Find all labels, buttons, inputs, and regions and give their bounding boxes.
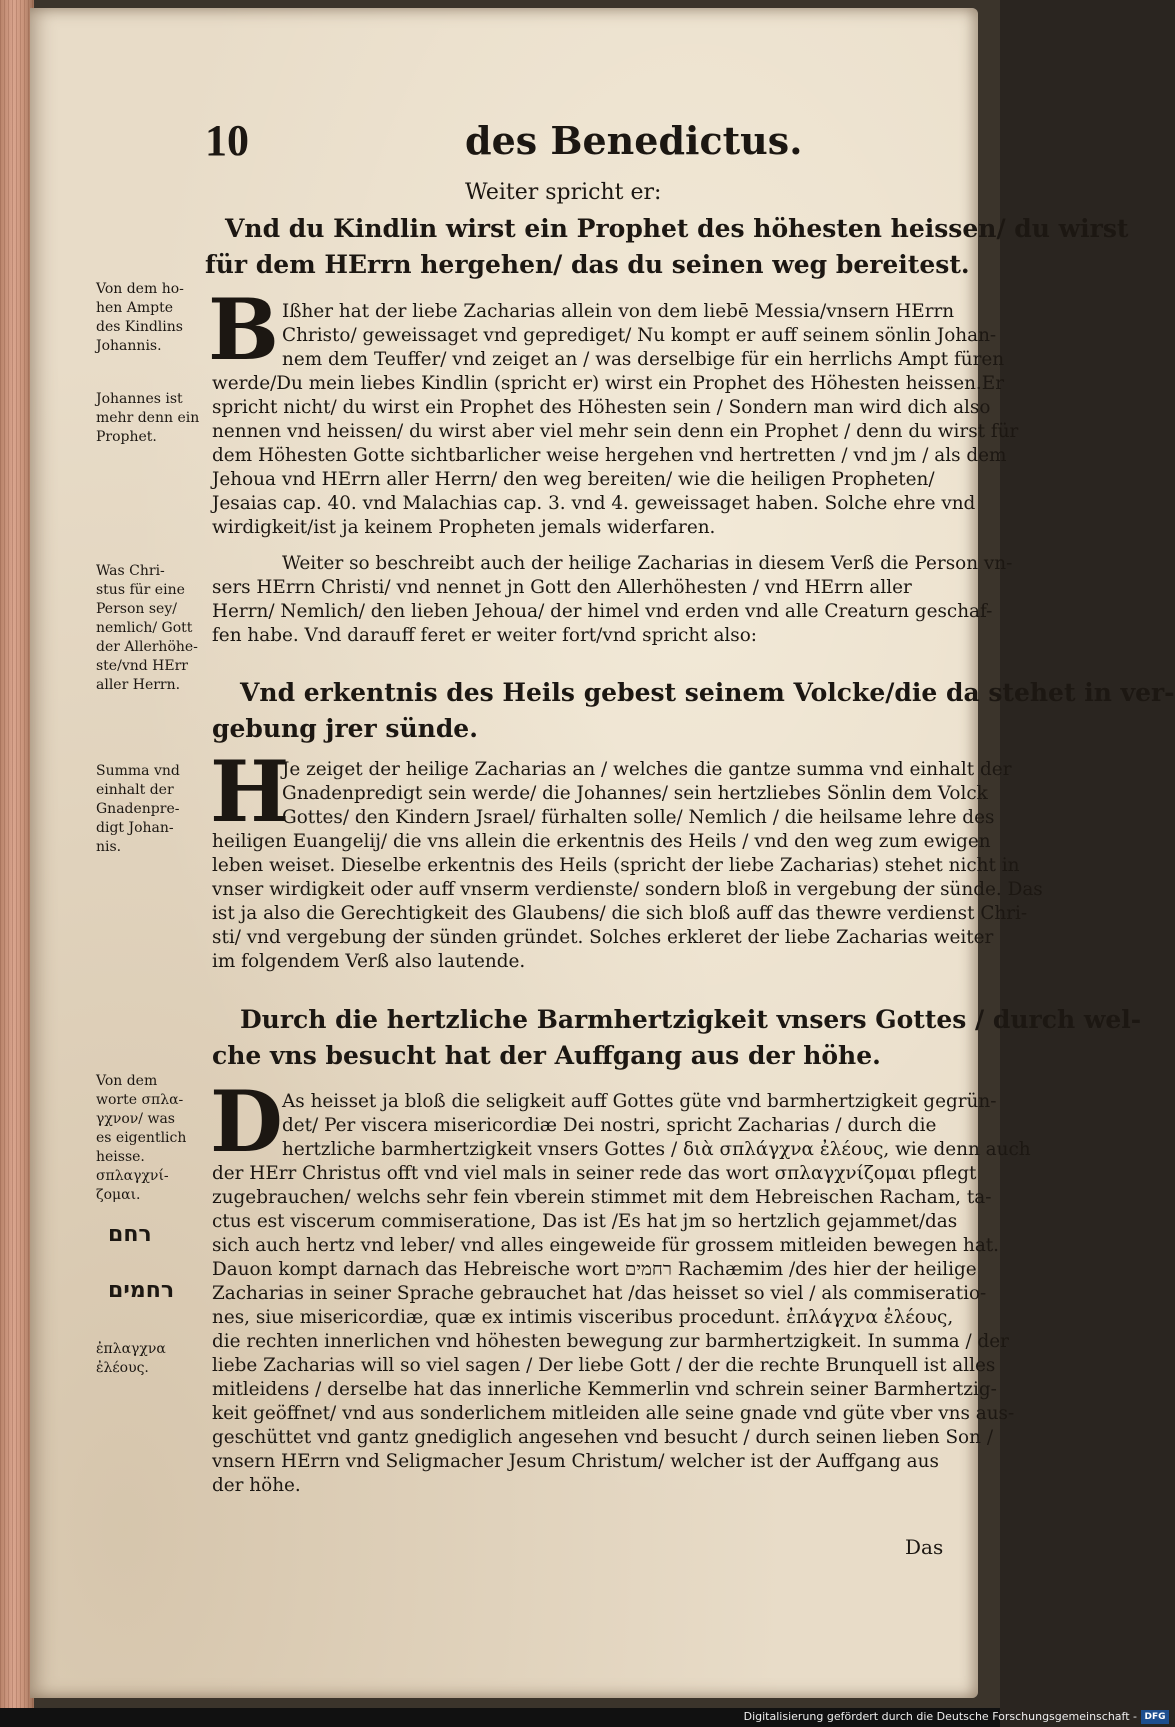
- body-line: sich auch hertz vnd leber/ vnd alles eingeweide für grossem mitleiden bewegen hat.: [212, 1235, 1000, 1256]
- margin-note-line: worte σπλα-: [96, 1092, 184, 1108]
- body-line: Herrn/ Nemlich/ den lieben Jehoua/ der himel vnd erden vnd alle Creaturn geschaf-: [212, 601, 993, 622]
- body-line: Je zeiget der heilige Zacharias an / welches die gantze summa vnd einhalt der: [282, 759, 1012, 780]
- running-title: des Benedictus.: [465, 118, 803, 163]
- body-line: det/ Per viscera misericordiæ Dei nostri, spricht Zacharias / durch die: [282, 1115, 937, 1136]
- body-line: im folgendem Verß also lautende.: [212, 951, 526, 972]
- margin-note-line: der Allerhöhe-: [96, 639, 198, 655]
- margin-note-line: ἐπλαγχνα: [96, 1341, 166, 1357]
- body-line: zugebrauchen/ welchs sehr fein vberein stimmet mit dem Hebreischen Racham, ta-: [212, 1187, 992, 1208]
- margin-note-line: Summa vnd: [96, 763, 180, 779]
- body-line: Weiter so beschreibt auch der heilige Zacharias in diesem Verß die Person vn-: [282, 553, 1013, 574]
- margin-note-line: Was Chri-: [96, 563, 165, 579]
- margin-note: [96, 280, 211, 356]
- margin-note-line: nemlich/ Gott: [96, 620, 193, 636]
- margin-note-line: stus für eine: [96, 582, 185, 598]
- margin-note: [96, 1340, 211, 1378]
- body-line: leben weiset. Dieselbe erkentnis des Heils (spricht der liebe Zacharias) stehet nicht in: [212, 855, 1020, 876]
- body-line: Gottes/ den Kindern Jsrael/ fürhalten solle/ Nemlich / die heilsame lehre des: [282, 807, 995, 828]
- margin-note-line: γχνον/ was: [96, 1111, 175, 1127]
- drop-cap: D: [210, 1072, 283, 1171]
- verse-line: Durch die hertzliche Barmhertzigkeit vnsers Gottes / durch wel-: [240, 1005, 1142, 1034]
- body-line: vnser wirdigkeit oder auff vnserm verdienste/ sondern bloß in vergebung der sünde. Das: [212, 879, 1043, 900]
- margin-note: [96, 562, 211, 695]
- body-line: fen habe. Vnd darauff feret er weiter fort/vnd spricht also:: [212, 625, 757, 646]
- margin-note: [96, 390, 211, 447]
- body-line: vnsern HErrn vnd Seligmacher Jesum Christum/ welcher ist der Auffgang aus: [212, 1451, 939, 1472]
- body-line: sers HErrn Christi/ vnd nennet jn Gott den Allerhöhesten / vnd HErrn aller: [212, 577, 912, 598]
- verse-line: für dem HErrn hergehen/ das du seinen weg bereitest.: [205, 250, 970, 279]
- verse-line: Vnd du Kindlin wirst ein Prophet des höhesten heissen/ du wirst: [225, 214, 1129, 243]
- book-page-edge-lines: [0, 0, 34, 1727]
- body-line: nennen vnd heissen/ du wirst aber viel mehr sein denn ein Prophet / denn du wirst für: [212, 421, 1019, 442]
- body-line: der HErr Christus offt vnd viel mals in seiner rede das wort σπλαγχνίζομαι pflegt: [212, 1163, 977, 1184]
- drop-cap: B: [208, 280, 279, 379]
- body-line: Christo/ geweissaget vnd geprediget/ Nu kompt er auff seinem sönlin Johan-: [282, 325, 997, 346]
- margin-note-line: ste/vnd HErr: [96, 658, 188, 674]
- body-line: liebe Zacharias will so viel sagen / Der liebe Gott / der die rechte Brunquell ist alles: [212, 1355, 996, 1376]
- body-line: dem Höhesten Gotte sichtbarlicher weise hergehen vnd hertretten / vnd jm / als dem: [212, 445, 1007, 466]
- body-line: ctus est viscerum commiseratione, Das ist /Es hat jm so hertzlich gejammet/das: [212, 1211, 958, 1232]
- body-line: hertzliche barmhertzigkeit vnsers Gottes / διὰ σπλάγχνα ἐλέους, wie denn auch: [282, 1139, 1031, 1160]
- verse-line: gebung jrer sünde.: [212, 714, 478, 743]
- body-line: Gnadenpredigt sein werde/ die Johannes/ sein hertzliebes Sönlin dem Volck: [282, 783, 988, 804]
- verse-line: Vnd erkentnis des Heils gebest seinem Volcke/die da stehet in ver-: [240, 678, 1175, 707]
- margin-note-line: nis.: [96, 839, 122, 855]
- margin-note-line: heisse.: [96, 1149, 145, 1165]
- margin-note-line: Prophet.: [96, 429, 157, 445]
- body-line: wirdigkeit/ist ja keinem Propheten jemals widerfaren.: [212, 517, 716, 538]
- margin-note-line: aller Herrn.: [96, 677, 181, 693]
- body-line: ist ja also die Gerechtigkeit des Glaubens/ die sich bloß auff das thewre verdienst Chri-: [212, 903, 1028, 924]
- body-line: Jesaias cap. 40. vnd Malachias cap. 3. vnd 4. geweissaget haben. Solche ehre vnd: [212, 493, 976, 514]
- body-line: der höhe.: [212, 1475, 301, 1496]
- body-line: spricht nicht/ du wirst ein Prophet des Höhesten sein / Sondern man wird dich also: [212, 397, 991, 418]
- margin-note-line: des Kindlins: [96, 319, 183, 335]
- body-line: Jehoua vnd HErrn aller Herrn/ den weg bereiten/ wie die heiligen Propheten/: [212, 469, 935, 490]
- body-line: Ißher hat der liebe Zacharias allein von dem liebē Messia/vnsern HErrn: [282, 301, 955, 322]
- verse-line: che vns besucht hat der Auffgang aus der höhe.: [212, 1041, 881, 1070]
- footer-credit: Digitalisierung gefördert durch die Deutsche Forschungsgemeinschaft -: [743, 1710, 1137, 1723]
- dfg-logo: DFG: [1141, 1710, 1169, 1724]
- margin-note-line: σπλαγχνί-: [96, 1168, 169, 1184]
- margin-note-line: hen Ampte: [96, 300, 174, 316]
- section-subheading: Weiter spricht er:: [465, 180, 662, 205]
- body-line: mitleidens / derselbe hat das innerliche Kemmerlin vnd schrein seiner Barmhertzig-: [212, 1379, 997, 1400]
- margin-note-line: Von dem ho-: [96, 281, 184, 297]
- margin-note-line: Johannes ist: [96, 391, 183, 407]
- margin-note-line: digt Johan-: [96, 820, 174, 836]
- margin-note-line: mehr denn ein: [96, 410, 200, 426]
- catchword: Das: [905, 1535, 944, 1559]
- body-line: heiligen Euangelij/ die vns allein die erkentnis des Heils / vnd den weg zum ewigen: [212, 831, 991, 852]
- margin-note: [96, 762, 211, 857]
- body-line: Zacharias in seiner Sprache gebrauchet hat /das heisset so viel / als commiseratio-: [212, 1283, 987, 1304]
- body-line: As heisset ja bloß die seligkeit auff Gottes güte vnd barmhertzigkeit gegrün-: [282, 1091, 997, 1112]
- drop-cap: H: [210, 742, 290, 841]
- body-line: die rechten innerlichen vnd höhesten bewegung zur barmhertzigkeit. In summa / der: [212, 1331, 1009, 1352]
- margin-hebrew-word: רחמים: [108, 1278, 175, 1303]
- margin-note-line: ζομαι.: [96, 1187, 141, 1203]
- body-line: sti/ vnd vergebung der sünden gründet. Solches erkleret der liebe Zacharias weiter: [212, 927, 994, 948]
- body-line: nes, siue misericordiæ, quæ ex intimis visceribus procedunt. ἐπλάγχνα ἐλέους,: [212, 1307, 954, 1328]
- body-line: Dauon kompt darnach das Hebreische wort רחמים Rachæmim /des hier der heilige: [212, 1259, 977, 1280]
- margin-note-line: Person sey/: [96, 601, 177, 617]
- margin-note-line: ἐλέους.: [96, 1360, 149, 1376]
- margin-hebrew-word: רחם: [108, 1222, 152, 1247]
- margin-note-line: es eigentlich: [96, 1130, 187, 1146]
- margin-note-line: Von dem: [96, 1073, 158, 1089]
- margin-note: [96, 1072, 211, 1205]
- body-line: geschüttet vnd gantz gnediglich angesehen vnd besucht / durch seinen lieben Son /: [212, 1427, 994, 1448]
- margin-note-line: einhalt der: [96, 782, 174, 798]
- body-line: werde/Du mein liebes Kindlin (spricht er) wirst ein Prophet des Höhesten heissen.Er: [212, 373, 1004, 394]
- body-line: nem dem Teuffer/ vnd zeiget an / was derselbige für ein herrlichs Ampt füren: [282, 349, 1005, 370]
- page-number: 10: [205, 116, 249, 165]
- body-line: keit geöffnet/ vnd aus sonderlichem mitleiden alle seine gnade vnd güte vber vns aus-: [212, 1403, 1015, 1424]
- margin-note-line: Gnadenpre-: [96, 801, 180, 817]
- margin-note-line: Johannis.: [96, 338, 162, 354]
